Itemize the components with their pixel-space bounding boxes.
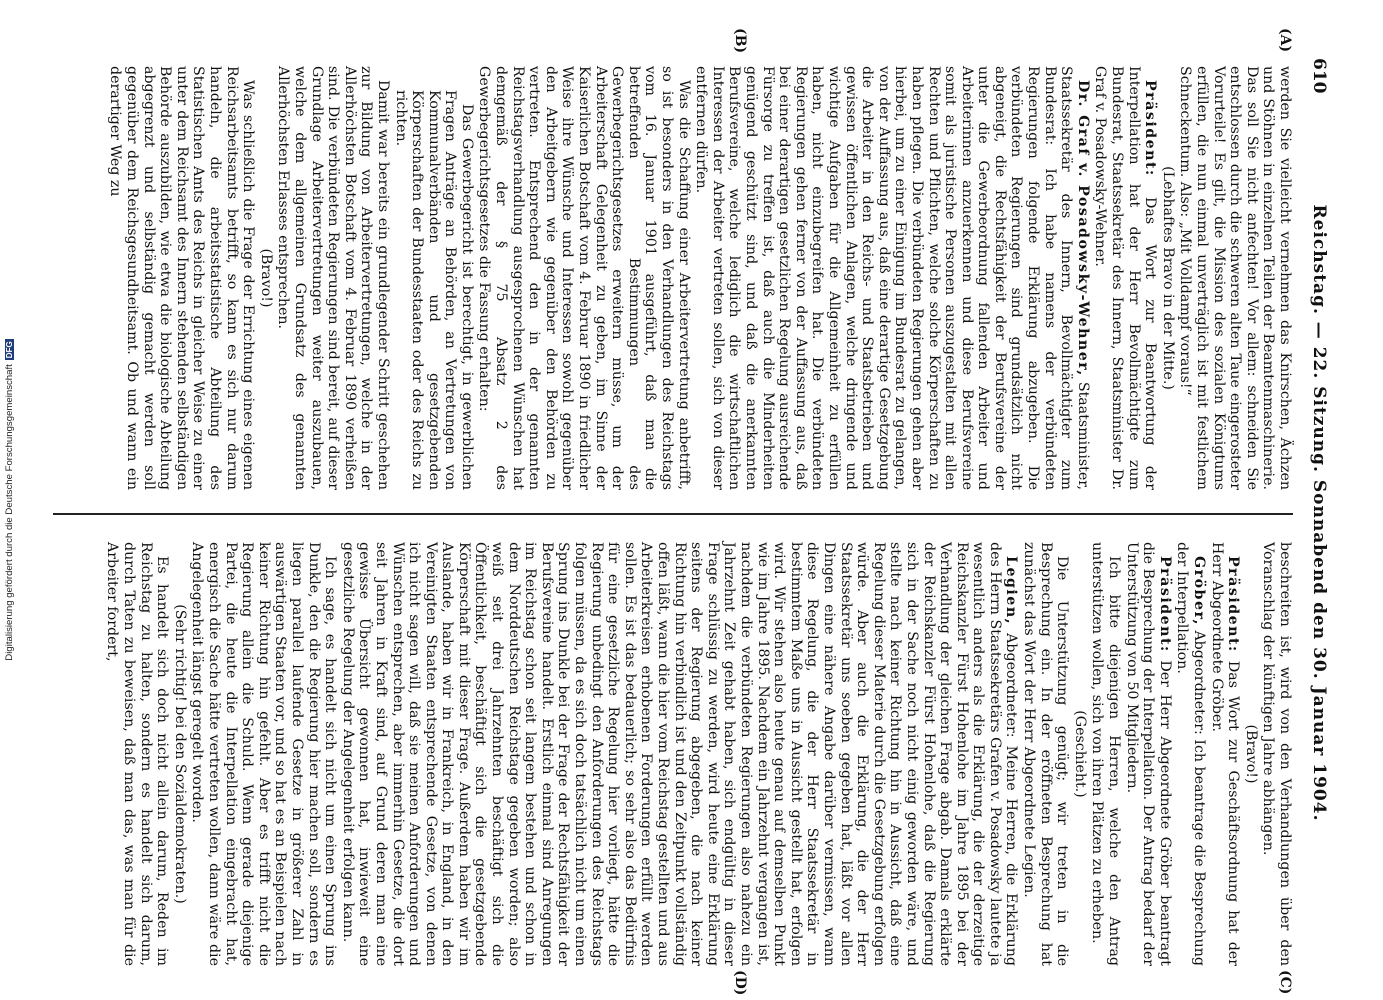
rotated-newspaper-page xyxy=(48,28,1333,996)
paragraph xyxy=(1208,542,1241,966)
speaker-name: Präsident: xyxy=(1156,556,1173,653)
applause-note: (Bravo!) xyxy=(257,248,274,308)
applause-note: (Geschieht.) xyxy=(1071,710,1088,798)
paragraph: Was die Schaffung einer Arbeitervertretung anbetrifft, so ist besonders in den Verhandlungen des Reichstags vom 16. Januar 1901 ausgeführt, daß man die betreffenden Bestimmungen des Gewerbegerichtsgesetzes erweitern müsse, um der Arbeiterschaft Gelegenheit zu geben, im Sinne der Kaiserlichen Botschaft vom 4. Februar 1890 in friedlicher Weise ihre Wünsche und Interessen sowohl gegenüber den Arbeitgebern wie gegenüber den Behörden zu vertreten. Entsprechend den in der genannten Reichstagsverhandlung ausgesprochenen Wünschen hat demgemäß der § 75 Absatz 2 des Gewerbegerichtsgesetzes die Fassung erhalten: xyxy=(476,66,692,490)
paragraph xyxy=(1123,542,1173,966)
page-number: 610 xyxy=(1309,58,1329,94)
paragraph: Was schließlich die Frage der Errichtung eines eigenen Reichsarbeitsamts betrifft, so kann es sich nur darum handeln, die arbeitsstatistische Abteilung des Statistischen Amts des Reichs in gleicher Weise zu einer unter dem Reichsamt des Innern stehenden selbständigen Behörde auszubilden, wie etwa die biologische Abteilung abgegrenzt und selbständig gemacht werden soll gegenüber dem Reichsgesundheitsamt. Ob und wann ein derartiger Weg zu xyxy=(107,66,257,490)
credit-text: Digitalisierung gefördert durch die Deutsche Forschungsgemeinschaft xyxy=(4,364,15,661)
paragraph: Ich sage, es handelt sich nicht um einen Sprung ins Dunkle, den die Regierung hier machen soll, sondern es liegen parallel laufende Gesetze in größerer Zahl in auswärtigen Staaten vor, und so hat es an Beispielen nach keiner Richtung hin gefehlt. Aber es trifft nicht die Regierung allein die Schuld. Wenn gerade diejenige Partei, die heute die Interpellation eingebracht hat, energisch die Sache hätte vertreten wollen, dann wäre die Angelegenheit längst geregelt worden. xyxy=(189,542,339,966)
paragraph: werden Sie vielleicht vernehmen das Knirschen, Ächzen und Stöhnen in einzelnen Teilen der Beamtenmaschinerie. Das soll Sie nicht anfechten! Vor allem: schneiden Sie entschlossen durch die schweren alten Taue eingerosteter Vorurteile! Es gilt, die Mission des sozialen Königtums erfüllen, die nun einmal unverträglich ist mit festlichem Schneckentum. Also: „Mit Volldampf voraus!“ xyxy=(1177,66,1293,490)
left-column xyxy=(106,66,1293,490)
page-header xyxy=(1299,58,1333,968)
right-column xyxy=(103,542,1293,966)
paragraph: Ich bitte diejenigen Herren, welche den Antrag unterstützen wollen, sich von ihren Plätzen zu erheben. xyxy=(1089,542,1123,966)
applause-note: (Lebhaftes Bravo in der Mitte.) xyxy=(1159,166,1176,390)
paragraph xyxy=(693,66,1091,490)
paragraph: Damit war bereits ein grundlegender Schritt geschehen zur Bildung von Arbeitervertretungen, welche in der Allerhöchsten Botschaft vom 4. Februar 1890 verheißen sind. Die verbündeten Regierungen sind bereit, auf dieser Grundlage Arbeitervertretungen weiter auszubauen, welche dem allgemeinen Grundsatz des genannten Allerhöchsten Erlasses entsprechen. xyxy=(275,66,391,490)
speaker-name: Präsident: xyxy=(1225,556,1242,653)
speaker-name: Dr. Graf v. Posadowsky-Wehner, xyxy=(1074,80,1091,377)
paragraph-text: Abgeordneter: Ich beantrage die Besprechung der Interpellation. xyxy=(1174,542,1208,966)
paragraph xyxy=(339,542,1019,966)
paragraph-text: Der Herr Abgeordnete Gröber beantragt die Besprechung der Interpellation. Der Antrag bedarf der Unterstützung von 50 Mitgliedern. xyxy=(1123,542,1173,966)
speaker-name: Gröber, xyxy=(1191,556,1208,626)
margin-mark-b: (B) xyxy=(732,28,748,54)
paragraph xyxy=(1092,66,1158,490)
margin-mark-c: (C) xyxy=(1277,970,1293,995)
paragraph-text: Das Wort zur Beantwortung der Interpellation hat der Herr Bevollmächtigte zum Bundesrat, Staatssekretär des Innern, Staatsminister Dr. Graf v. Posadowsky-Wehner. xyxy=(1092,66,1159,490)
dfg-logo: DFG xyxy=(5,341,14,359)
header-title: Reichstag. — 22. Sitzung. Sonnabend den 30. Januar 1904. xyxy=(1309,204,1329,822)
paragraph-text: Abgeordneter: Meine Herren, die Erklärung des Herrn Staatssekretärs Grafen v. Posadowsky lautete ja wesentlich anders als die Erklärung, die der derzeitige Reichskanzler Fürst Hohenlohe im Jahre 1895 bei der Verhandlung der gleichen Frage abgab. Damals erklärte der Reichskanzler Fürst Hohenlohe, daß die Regierung sich in der Sache noch nicht einig geworden wäre, und stellte nach keiner Richtung hin in Aussicht, daß eine Regelung dieser Materie durch die Gesetzgebung erfolgen würde. Aber auch die Erklärung, die der Herr Staatssekretär uns soeben gegeben hat, läßt vor allen Dingen eine nähere Angabe darüber vermissen, wann diese Regelung, die der Herr Staatssekretär in bestimmtem Maße uns in Aussicht gestellt hat, erfolgen wird. Wir stehen also heute genau auf demselben Punkt wie im Jahre 1895. Nachdem ein Jahrzehnt vergangen ist, nachdem die verbündeten Regierungen also nahezu ein Jahrzehnt Zeit gehabt haben, sich endgültig in dieser Frage schlüssig zu werden, wird heute eine Erklärung seitens der Regierung abgegeben, die nach keiner Richtung hin verbindlich ist und den Zeitpunkt vollständig offen läßt, wann die hier vom Reichstag gestellten und aus Arbeiterkreisen erhobenen Forderungen erfüllt werden sollen. Es ist das bedauerlich; so sehr also das Bedürfnis für eine gesetzliche Regelung hier vorliegt, hätte die Regierung unbedingt den Anforderungen des Reichstags folgen müssen, da es sich doch tatsächlich nicht um einen Sprung ins Dunkle bei der Frage der Rechtsfähigkeit der Berufsvereine handelt. Erstlich einmal sind Anregungen im Reichstag schon seit langem bestehen und schon in dem Norddeutschen Reichstage gegeben worden; also weiß seit drei Jahrzehnten beschäftigt sich die Öffentlichkeit, beschäftigt sich die gesetzgebende Körperschaft mit dieser Frage. Außerdem haben wir im Auslande, haben wir in Frankreich, in England, in den Vereinigten Staaten entsprechende Gesetze, von denen ich nicht sagen will, daß sie meinen Anforderungen und Wünschen entsprechen, aber immerhin Gesetze, die dort seit Jahren in Kraft sind, auf Grund deren man eine gewisse Übersicht gewonnen hat, inwieweit eine gesetzliche Regelung der Angelegenheit erfolgen kann. xyxy=(339,542,1020,967)
margin-mark-d: (D) xyxy=(732,970,748,996)
margin-mark-a: (A) xyxy=(1277,28,1293,53)
paragraph: Es handelt sich doch nicht allein darum, Reden im Reichstag zu halten, sondern es handelt sich darum, durch Taten zu beweisen, daß man das, was man für die Arbeiter fordert, xyxy=(104,542,171,966)
paragraph: Die Unterstützung genügt; wir treten in die Besprechung ein. In der eröffneten Besprechung hat zunächst das Wort der Herr Abgeordnete Legien. xyxy=(1021,542,1071,966)
speaker-name: Präsident: xyxy=(1142,80,1159,177)
digitization-credit xyxy=(4,0,18,1000)
applause-note: (Bravo!) xyxy=(1242,724,1259,784)
quoted-paragraph: Das Gewerbegericht ist berechtigt, in gewerblichen Fragen Anträge an Behörden, an Vertretungen von Kommunalverbänden und gesetzgebenden Körperschaften der Bundesstaaten oder des Reichs zu richten. xyxy=(392,90,475,490)
paragraph: beschreiten ist, wird von den Verhandlungen über den Voranschlag der künftigen Jahre abhängen. xyxy=(1260,542,1293,966)
applause-note: (Sehr richtig! bei den Sozialdemokraten.) xyxy=(171,604,188,904)
speaker-name: Legien, xyxy=(1003,556,1020,626)
paragraph xyxy=(1174,542,1207,966)
paragraph-text: Das Wort zur Geschäftsordnung hat der Herr Abgeordnete Gröber. xyxy=(1208,542,1242,966)
paragraph-text: Staatsminister, Staatssekretär des Innern, Bevollmächtigter zum Bundesrat: Ich habe namens der verbündeten Regierungen folgende Erklärung abzugeben. Die verbündeten Regierungen sind grundsätzlich nicht abgeneigt, die Rechtsfähigkeit der Berufsvereine der unter die Gewerbeordnung fallenden Arbeiter und Arbeiterinnen anzuerkennen und diese Berufsvereine somit als juristische Personen auszugestalten mit allen Rechten und Pflichten, welche solche Körperschaften zu haben pflegen. Die verbündeten Regierungen gehen aber hierbei, um zu einer Einigung im Bundesrat zu gelangen, von der Auffassung aus, daß eine derartige Gesetzgebung die Arbeiter in den Reichs- und Staatsbetrieben und gewissen öffentlichen Anlagen, welche dringende und wichtige Aufgaben für die Allgemeinheit zu erfüllen haben, nicht einzubegreifen hat. Die verbündeten Regierungen gehen ferner von der Auffassung aus, daß bei einer derartigen gesetzlichen Regelung ausreichende Fürsorge zu treffen ist, daß auch die Minderheiten genügend geschützt sind, und daß die anerkannten Berufsvereine, welche lediglich die wirtschaftlichen Interessen der Arbeiter vertreten sollen, sich von dieser entfernen dürfen. xyxy=(693,66,1091,490)
column-divider xyxy=(53,513,1293,515)
